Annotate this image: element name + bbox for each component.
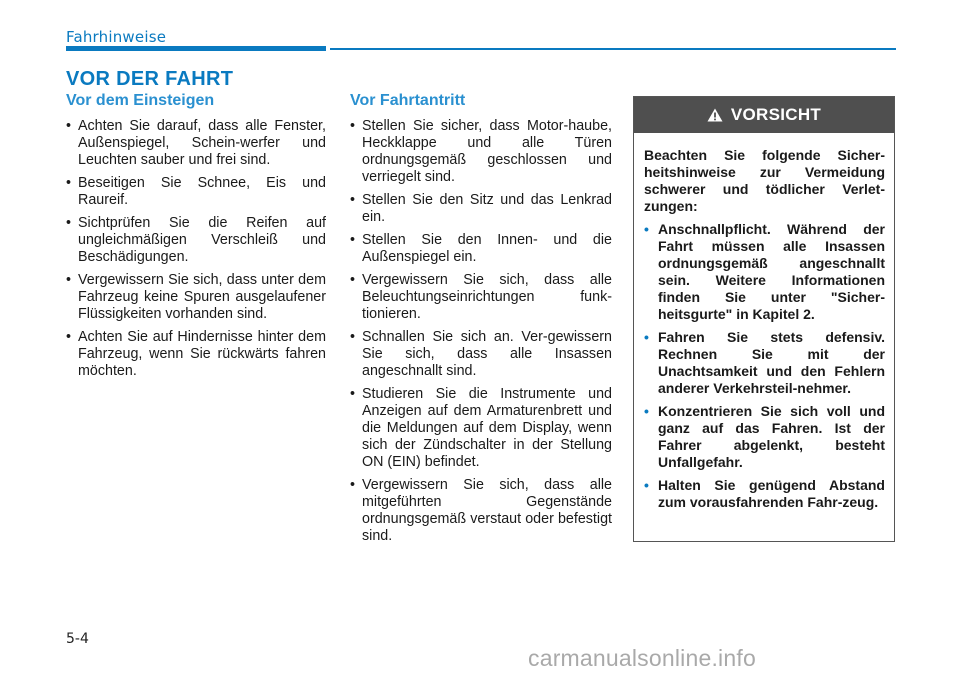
caution-box [633, 96, 895, 542]
caution-intro: Beachten Sie folgende Sicher-heitshinweise zur Vermeidung schwerer und tödlicher Verlet-zungen: [644, 147, 885, 214]
column-before-driving [350, 92, 612, 551]
warning-triangle-icon [707, 108, 723, 122]
caution-body [634, 133, 894, 511]
caution-header [634, 97, 894, 133]
column1-heading: Vor dem Einsteigen [66, 92, 215, 109]
list-item: • Schnallen Sie sich an. Ver-gewissern Sie sich, dass alle Insassen angeschnallt sind. [350, 329, 612, 380]
list-item: • Vergewissern Sie sich, dass alle Beleuchtungseinrichtungen funk-tionieren. [350, 272, 612, 323]
list-item: • Halten Sie genügend Abstand zum vorausfahrenden Fahr-zeug. [644, 477, 885, 511]
list-item: • Sichtprüfen Sie die Reifen auf ungleichmäßigen Verschleiß und Beschädigungen. [66, 215, 326, 266]
header-rule-thin [330, 48, 896, 50]
list-item: • Beseitigen Sie Schnee, Eis und Raureif. [66, 175, 326, 209]
list-item: • Stellen Sie sicher, dass Motor-haube, Heckklappe und alle Türen ordnungsgemäß geschlossen und verriegelt sind. [350, 118, 612, 186]
list-item: • Vergewissern Sie sich, dass unter dem Fahrzeug keine Spuren ausgelaufener Flüssigkeiten vorhanden sind. [66, 272, 326, 323]
header-rule-thick [66, 46, 326, 51]
list-item: • Fahren Sie stets defensiv. Rechnen Sie mit der Unachtsamkeit und den Fehlern anderer Verkehrsteil-nehmer. [644, 329, 885, 397]
list-item: • Anschnallpflicht. Während der Fahrt müssen alle Insassen ordnungsgemäß angeschnallt sein. Weitere Informationen finden Sie unter "Sicher-heitsgurte" in Kapitel 2. [644, 221, 885, 323]
watermark: carmanualsonline.info [528, 645, 756, 671]
column1-list [66, 118, 326, 380]
list-item: • Achten Sie auf Hindernisse hinter dem Fahrzeug, wenn Sie rückwärts fahren möchten. [66, 329, 326, 380]
column2-heading: Vor Fahrtantritt [350, 92, 466, 109]
list-item: • Vergewissern Sie sich, dass alle mitgeführten Gegenstände ordnungsgemäß verstaut oder befestigt sind. [350, 477, 612, 545]
page-title: VOR DER FAHRT [66, 68, 234, 90]
list-item: • Stellen Sie den Innen- und die Außenspiegel ein. [350, 232, 612, 266]
list-item: • Achten Sie darauf, dass alle Fenster, Außenspiegel, Schein-werfer und Leuchten sauber und frei sind. [66, 118, 326, 169]
section-label: Fahrhinweise [66, 28, 167, 46]
caution-list [644, 221, 885, 511]
page-number: 5-4 [66, 631, 89, 647]
list-item: • Stellen Sie den Sitz und das Lenkrad ein. [350, 192, 612, 226]
caution-title: VORSICHT [730, 105, 822, 124]
list-item: • Konzentrieren Sie sich voll und ganz auf das Fahren. Ist der Fahrer abgelenkt, besteht Unfallgefahr. [644, 403, 885, 471]
column2-list [350, 118, 612, 545]
list-item: • Studieren Sie die Instrumente und Anzeigen auf dem Armaturenbrett und die Meldungen auf dem Display, wenn sich der Zündschalter in der Stellung ON (EIN) befindet. [350, 386, 612, 471]
column-before-entering [66, 92, 326, 386]
